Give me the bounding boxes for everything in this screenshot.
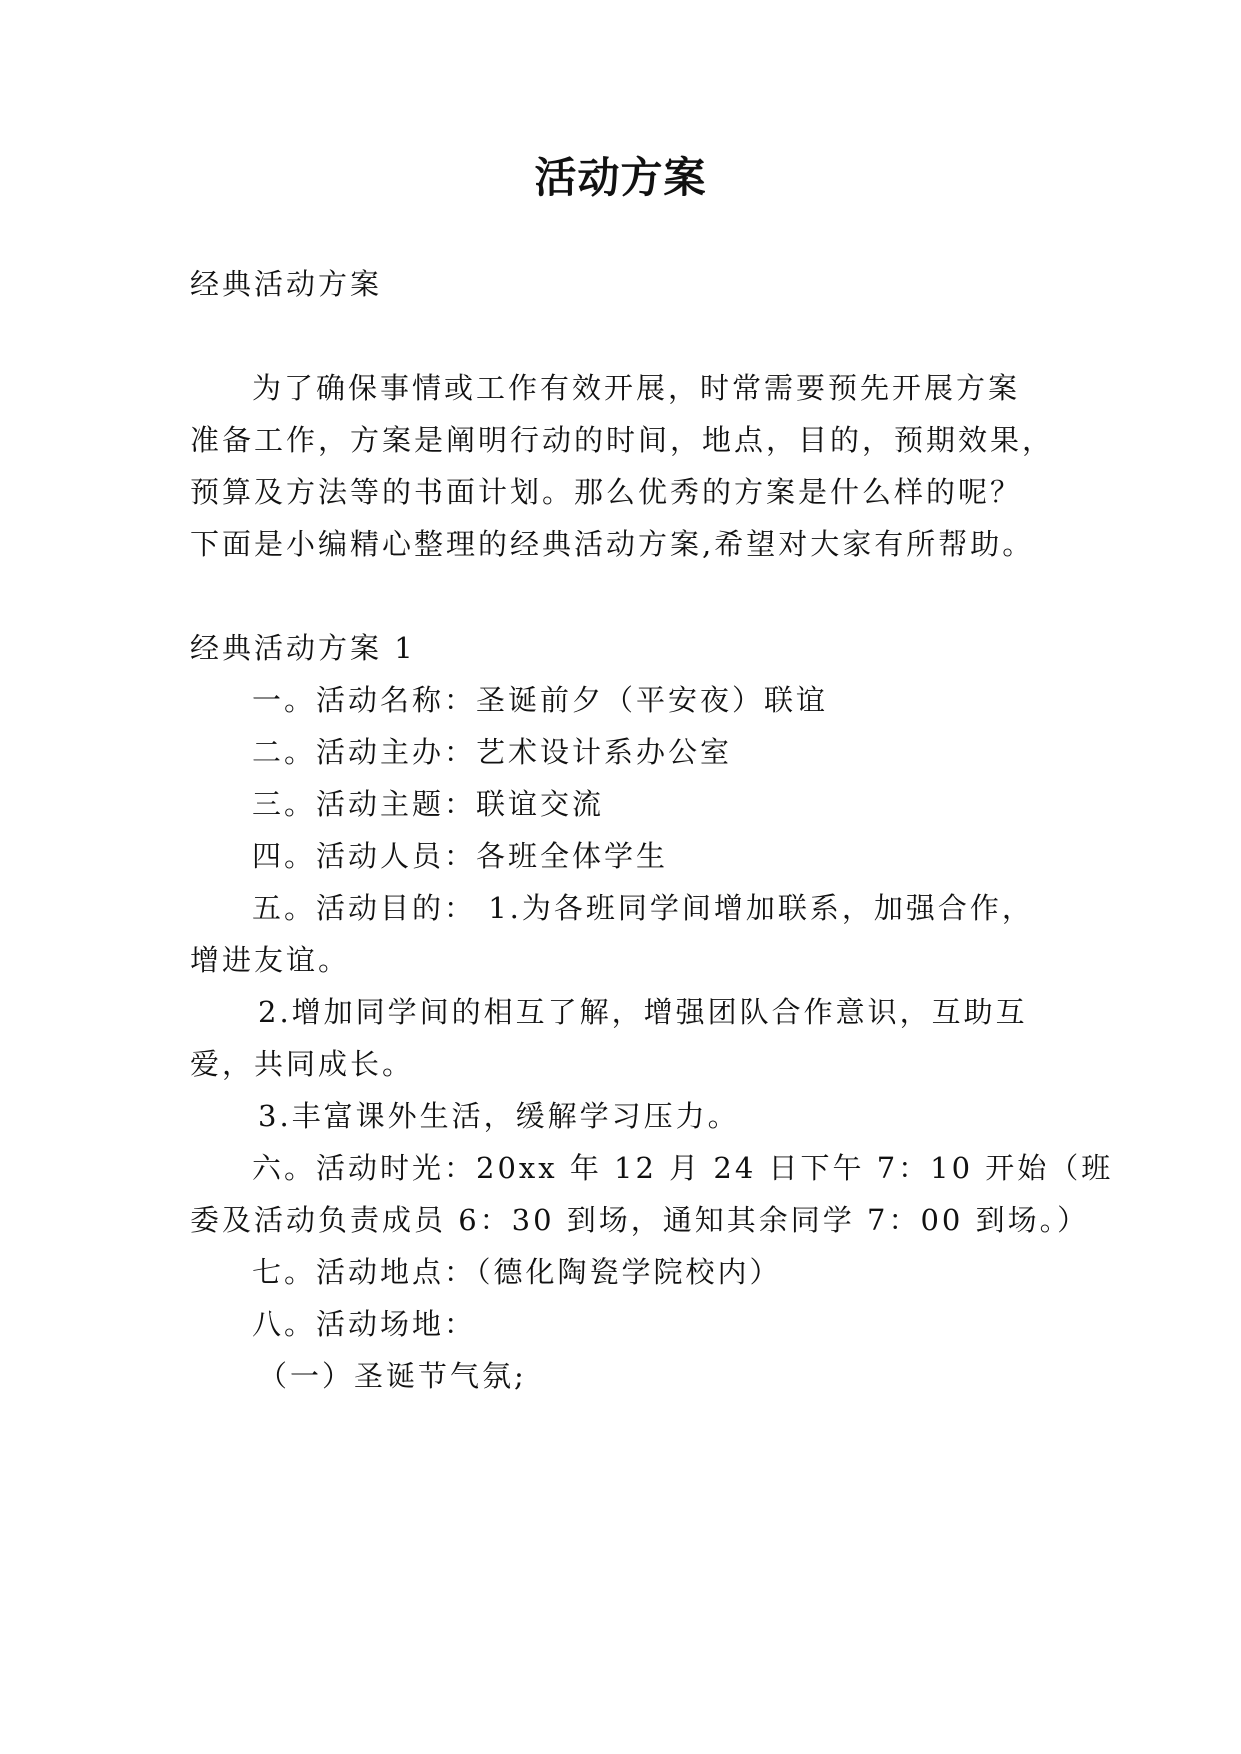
- item-participants: 四。活动人员：各班全体学生: [252, 839, 669, 873]
- item-purpose-2-cont: 爱，共同成长。: [190, 1047, 415, 1081]
- item-purpose-3: 3.丰富课外生活，缓解学习压力。: [258, 1099, 740, 1133]
- intro-line-2: 准备工作，方案是阐明行动的时间，地点，目的，预期效果，: [190, 423, 1055, 457]
- section-heading: 经典活动方案 1: [190, 631, 416, 665]
- item-purpose: 五。活动目的： 1.为各班同学间增加联系，加强合作，: [252, 891, 1034, 925]
- item-time: 六。活动时光：20xx 年 12 月 24 日下午 7：10 开始（班: [252, 1151, 1114, 1185]
- item-venue: 八。活动场地：: [252, 1307, 477, 1341]
- item-purpose-cont: 增进友谊。: [190, 943, 351, 977]
- item-theme: 三。活动主题：联谊交流: [252, 787, 605, 821]
- item-organizer: 二。活动主办：艺术设计系办公室: [252, 735, 733, 769]
- item-location: 七。活动地点：（德化陶瓷学院校内）: [252, 1255, 782, 1289]
- item-activity-name: 一。活动名称：圣诞前夕（平安夜）联谊: [252, 683, 829, 717]
- document-title: 活动方案: [534, 153, 707, 202]
- item-time-cont: 委及活动负责成员 6：30 到场，通知其余同学 7：00 到场。）: [190, 1203, 1090, 1237]
- item-purpose-2: 2.增加同学间的相互了解，增强团队合作意识，互助互: [258, 995, 1028, 1029]
- intro-line-4: 下面是小编精心整理的经典活动方案,希望对大家有所帮助。: [190, 527, 1035, 561]
- item-venue-1: （一）圣诞节气氛;: [258, 1359, 527, 1393]
- intro-line-1: 为了确保事情或工作有效开展，时常需要预先开展方案: [252, 371, 1021, 405]
- intro-line-3: 预算及方法等的书面计划。那么优秀的方案是什么样的呢？: [190, 475, 1023, 509]
- document-subtitle: 经典活动方案: [190, 267, 383, 301]
